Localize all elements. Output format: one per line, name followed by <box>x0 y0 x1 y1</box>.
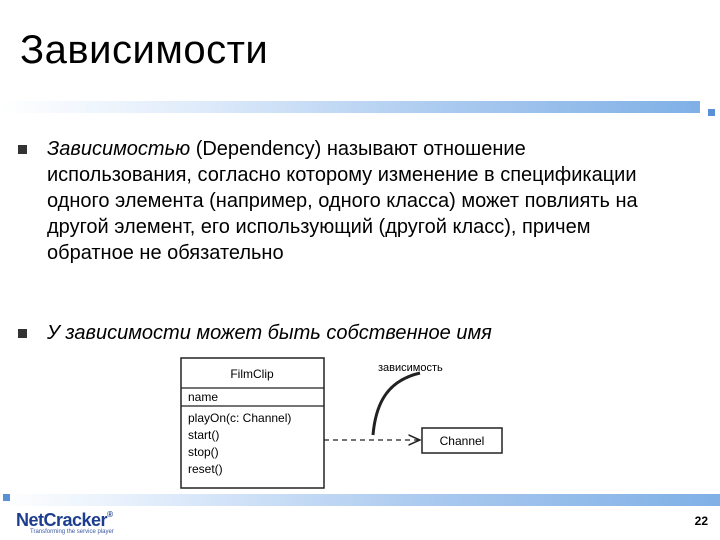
square-bullet-icon <box>18 145 27 154</box>
logo-trademark: ® <box>107 510 113 519</box>
logo-tagline: Transforming the service player <box>30 529 114 535</box>
bullet-item <box>18 320 657 346</box>
operation-label: start() <box>188 428 220 442</box>
netcracker-logo <box>16 510 114 535</box>
label-pointer-curve <box>373 373 420 435</box>
square-bullet-icon <box>18 329 27 338</box>
class-name-label: FilmClip <box>230 367 274 381</box>
dependency-name-label: зависимость <box>378 362 443 374</box>
title-divider-bar <box>0 101 700 113</box>
page-number: 22 <box>694 514 708 528</box>
operation-label: playOn(c: Channel) <box>188 411 292 425</box>
decorative-square <box>3 494 10 501</box>
bullet-text <box>47 320 657 346</box>
bullet-term: У зависимости может быть собственное имя <box>47 322 492 344</box>
decorative-square <box>708 109 715 116</box>
bullet-term: Зависимостью <box>47 138 191 160</box>
dependency-diagram <box>180 355 520 490</box>
slide-title: Зависимости <box>20 28 269 72</box>
operation-label: stop() <box>188 445 219 459</box>
attribute-label: name <box>188 390 219 404</box>
logo-name: NetCracker <box>16 510 108 530</box>
operation-label: reset() <box>188 462 223 476</box>
bullet-item <box>18 136 657 266</box>
footer-divider-bar <box>0 494 720 506</box>
bullet-description: (Dependency) называют отношение использования, согласно которому изменение в спецификации одного элемента (например, одного класса) может повлиять на другой элемент, его использующий (другой класс), причем обратное не обязательно <box>47 138 638 264</box>
bullet-text <box>47 136 657 266</box>
target-class-label: Channel <box>439 434 485 448</box>
